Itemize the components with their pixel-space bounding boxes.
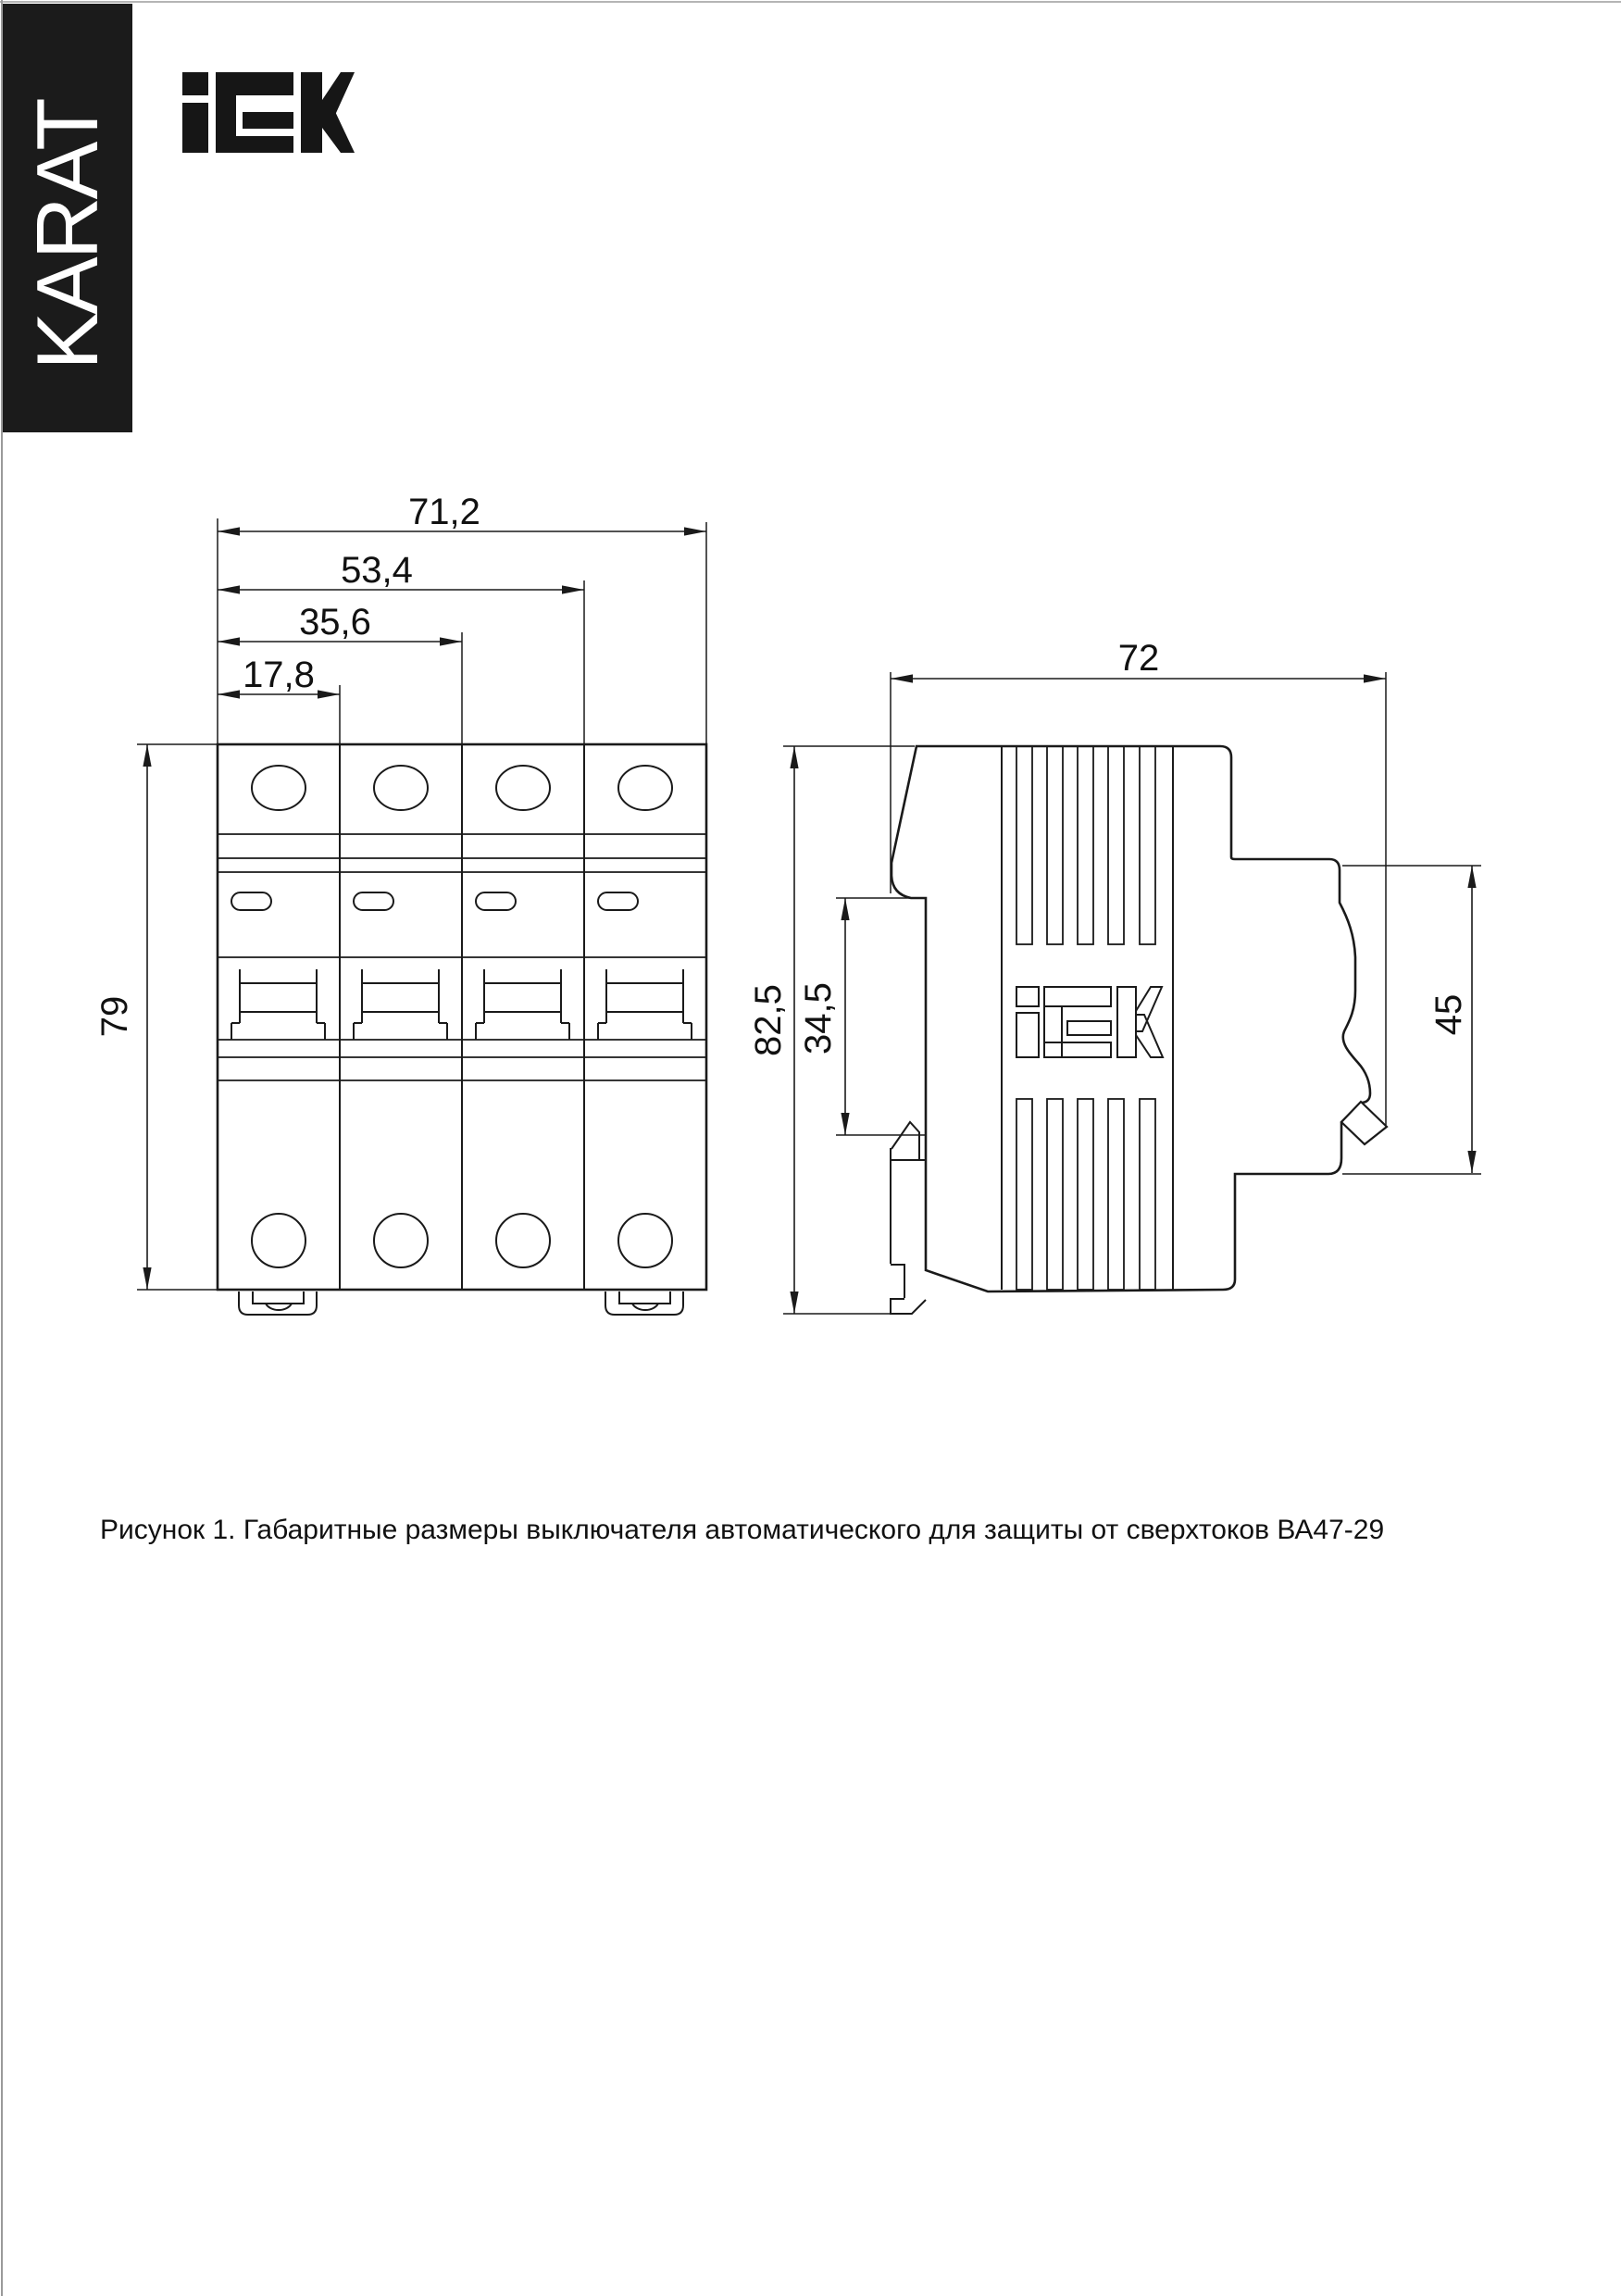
label-window: [231, 892, 271, 910]
label-windows: [231, 892, 638, 910]
iek-logo-i-stem: [182, 103, 208, 153]
banner-label: KARAT: [19, 100, 116, 370]
figure-caption: Рисунок 1. Габаритные размеры выключателя автоматического для защиты от сверхтоков ВА47-29: [100, 1515, 1385, 1545]
label-window: [598, 892, 638, 910]
iek-outline-k-lower-arm: [1136, 1015, 1163, 1057]
terminal-screw: [496, 1214, 550, 1267]
vent-slot: [1047, 746, 1063, 944]
terminal-screw: [618, 766, 672, 810]
extension-lines: [137, 518, 706, 1290]
module-dividers: [340, 744, 584, 1290]
side-view-dimensions: [748, 638, 1481, 1314]
vent-slot: [1016, 1099, 1032, 1290]
iek-outline-e-spine: [1044, 1006, 1062, 1057]
vent-slot: [1108, 1099, 1124, 1290]
terminal-screw: [374, 1214, 428, 1267]
label-window: [476, 892, 516, 910]
iek-logo-e-top: [216, 72, 293, 95]
front-view-dimensions: [94, 492, 706, 1290]
terminal-screw: [496, 766, 550, 810]
dim-label-front-panel-height: 45: [1428, 993, 1469, 1036]
iek-logo-outline: [1016, 987, 1163, 1057]
iek-outline-e-mid: [1067, 1021, 1111, 1035]
side-view: [891, 746, 1387, 1314]
iek-logo-e-bottom: [216, 136, 293, 153]
vent-slot: [1016, 746, 1032, 944]
dim-label-width-total: 71,2: [408, 492, 480, 532]
iek-outline-e-bottom: [1044, 1042, 1111, 1057]
side-face-edges: [1002, 746, 1173, 1290]
din-tab-spring: [266, 1304, 292, 1310]
iek-logo-e-mid: [243, 112, 293, 129]
din-clip-foot: [891, 1299, 926, 1314]
breaker-side-outline: [892, 746, 1370, 1292]
din-tab-inner: [253, 1292, 304, 1304]
iek-logo-k-spine: [301, 72, 322, 153]
vent-slot: [1140, 746, 1155, 944]
dim-label-height-total: 82,5: [748, 984, 789, 1056]
dim-label-width-three-modules: 53,4: [341, 550, 413, 591]
din-rail-tabs: [239, 1292, 683, 1315]
label-window: [354, 892, 393, 910]
vent-slot: [1078, 746, 1093, 944]
dim-label-din-channel: 34,5: [798, 982, 839, 1054]
dim-label-height: 79: [94, 995, 135, 1038]
terminal-screw: [374, 766, 428, 810]
iek-logo-i-dot: [182, 72, 208, 95]
vent-slot: [1047, 1099, 1063, 1290]
vent-slot: [1108, 746, 1124, 944]
iek-logo-k-lower-arm: [322, 104, 355, 153]
toggle-lever-tip: [1341, 1102, 1387, 1144]
vent-slot: [1140, 1099, 1155, 1290]
vent-slots-upper: [1016, 746, 1155, 944]
iek-outline-i-stem: [1016, 1013, 1039, 1057]
din-rail-claws: [891, 1122, 926, 1314]
terminal-screw: [252, 1214, 305, 1267]
din-claw-lower: [892, 1122, 919, 1160]
terminal-screw: [618, 1214, 672, 1267]
iek-logo: [182, 72, 355, 153]
din-tab-spring: [632, 1304, 658, 1310]
dim-label-depth: 72: [1117, 638, 1160, 679]
dim-label-width-two-modules: 35,6: [299, 602, 371, 643]
terminal-screw: [252, 766, 305, 810]
iek-outline-k-spine: [1117, 987, 1136, 1057]
iek-outline-i-dot: [1016, 987, 1039, 1006]
vent-slot: [1078, 1099, 1093, 1290]
din-tab-inner: [619, 1292, 670, 1304]
front-view: [218, 744, 706, 1315]
extension-lines: [783, 672, 1481, 1314]
dim-label-width-one-module: 17,8: [243, 655, 315, 695]
iek-outline-e-top: [1044, 987, 1111, 1006]
din-clip-notch: [891, 1265, 904, 1298]
vent-slots-lower: [1016, 1099, 1155, 1290]
